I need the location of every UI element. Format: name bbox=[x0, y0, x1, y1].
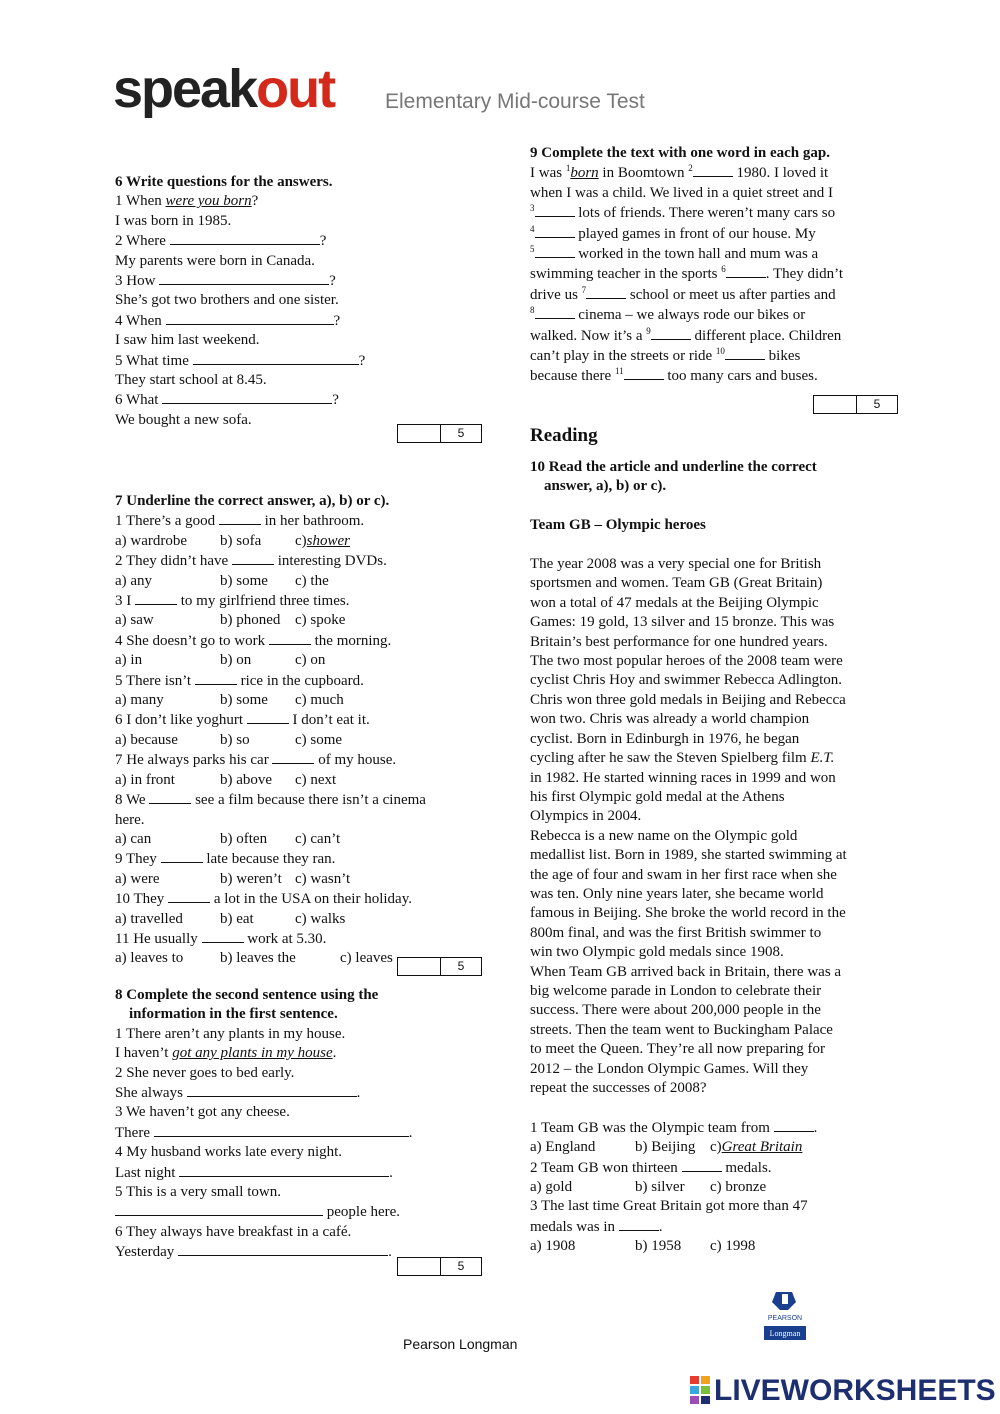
gap-input[interactable] bbox=[586, 285, 626, 299]
score-input[interactable] bbox=[814, 396, 857, 413]
section-10-heading: 10 Read the article and underline the correct bbox=[530, 459, 817, 475]
list-item: 8 We see a film because there isn’t a cinema bbox=[115, 792, 426, 809]
article-title: Team GB – Olympic heroes bbox=[530, 517, 706, 534]
list-item: 4 She doesn’t go to work the morning. bbox=[115, 632, 392, 649]
answer-text: She’s got two brothers and one sister. bbox=[115, 292, 339, 309]
answer-blank[interactable] bbox=[166, 311, 334, 325]
answer-text: We bought a new sofa. bbox=[115, 411, 252, 428]
question-6: 6 What ? bbox=[115, 392, 339, 409]
section-10: 10 Read the article and underline the correct answer, a), b) or c). Team GB – Olympic heroes The year 2008 was a very special one for British sportsmen and women. Team GB (Great Britain) won a total of 47 medals at the Beijing Olympic Games: 19 gold, 13 silver and 15 bronze. This was Britain’s best performance for one hundred years. The two most popular heroes of the 2008 team were cyclist Chris Hoy and swimmer Rebecca Adlington. Chris won three gold medals in Beijing and Rebecca won two. Chris was already a world champion cyclist. Born in Edinburgh in 1976, he began cycling after he saw the Steven Spielberg film E.T. in 1982. He started winning races in 1999 and won his first Olympic gold medal at the Athens Olympics in 2004. Rebecca is a new name on the Olympic gold medallist list. Born in 1989, she started swimming at the age of four and swam in her first race when she was ten. Only nine years later, she became world famous in Beijing. She broke the world record in the 800m final, and was the first British swimmer to win two Olympic gold medals since 1908. When Team GB arrived back in Britain, there was a big welcome parade in London to celebrate their success. There were about 200,000 people in the streets. Then the team went to Buckingham Palace to meet the Queen. They’re all now preparing for 2012 – the London Olympic Games. Will they repeat the successes of 2008? 1 Team GB was the Olympic team from . a) England b) Beijing c) Great Britain 2 Team GB won thirteen medals. a) gold b) silver c) bronze 3 The last time Great Britain got more than 47 medals was in . a) 1908 b) 1958 c) 1998 bbox=[530, 458, 895, 1257]
options: a) leaves to b) leaves the c) leaves bbox=[115, 950, 393, 967]
answer-text: My parents were born in Canada. bbox=[115, 252, 315, 269]
list-item: 10 They a lot in the USA on their holiday. bbox=[115, 891, 412, 908]
answer-blank[interactable] bbox=[115, 1202, 323, 1216]
answer-blank[interactable] bbox=[159, 271, 329, 285]
options: a) in b) on c) on bbox=[115, 652, 326, 669]
options: a) any b) some c) the bbox=[115, 572, 329, 589]
pearson-logo: PEARSON Longman bbox=[762, 1288, 808, 1342]
score-input[interactable] bbox=[398, 1258, 441, 1275]
options: a) gold b) silver c) bronze bbox=[530, 1179, 767, 1196]
answer-example[interactable]: Great Britain bbox=[721, 1139, 803, 1156]
options: a) 1908 b) 1958 c) 1998 bbox=[530, 1238, 756, 1255]
section-7-heading: 7 Underline the correct answer, a), b) or c). bbox=[115, 493, 390, 509]
section-9: 9 Complete the text with one word in each gap. I was $^1$born in Boomtown $^2$ 1980. I loved it when I was a child. We lived in a quiet street and I $^3$ lots of friends. There weren’t many cars so $^4$ played games in front of our house. My $^5$ worked in the town hall and mum was a swimming teacher in the sports $^6$ . They didn’t drive us $^7$ school or meet us after parties and $^8$ cinema – we always rode our bikes or walked. Now it’s a $^9$ different place. Children can’t play in the streets or ride $^{10}$ bikes because there $^{11}$ too many cars and buses. bbox=[530, 144, 895, 387]
gap-input[interactable] bbox=[535, 305, 575, 319]
page-subtitle: Elementary Mid-course Test bbox=[385, 90, 645, 113]
options: a) England b) Beijing c) Great Britain bbox=[530, 1138, 895, 1157]
score-box: 5 bbox=[813, 395, 898, 414]
question-2: 2 Where ? bbox=[115, 233, 327, 250]
answer-blank[interactable] bbox=[154, 1123, 409, 1137]
footer-publisher: Pearson Longman bbox=[403, 1336, 518, 1352]
options: a) wardrobe b) sofa c) shower bbox=[115, 532, 485, 551]
score-box: 5 bbox=[397, 1257, 482, 1276]
answer-blank[interactable] bbox=[179, 1163, 389, 1177]
question-5: 5 What time ? bbox=[115, 352, 366, 369]
list-item: 5 There isn’t rice in the cupboard. bbox=[115, 672, 364, 689]
list-item: 3 The last time Great Britain got more than 47 bbox=[530, 1198, 808, 1215]
answer-blank[interactable] bbox=[193, 351, 359, 365]
answer-text: I was born in 1985. bbox=[115, 212, 232, 229]
score-box: 5 bbox=[397, 957, 482, 976]
answer-example: got any plants in my house bbox=[172, 1045, 333, 1062]
section-7: 7 Underline the correct answer, a), b) or c). 1 There’s a good in her bathroom. a) wardrobe b) sofa c) shower 2 They didn’t have interesting DVDs. a) any b) some c) the 3 I to my girlfriend three times. a) saw b) phoned c) spoke 4 She doesn’t go to work the morning. a) in b) on c) on 5 There isn’t rice in the cupboard. a) many b) some c) much 6 I don’t like yoghurt I don’t eat it. a) because b) so c) some 7 He always parks his car of my house. a) in front b) above c) next 8 We see a film because there isn’t a cinema here. a) can b) often c) can’t 9 They late because they ran. a) were b) weren’t c) wasn’t 10 They a lot in the USA on their holiday. a) travelled b) eat c) walks 11 He usually work at 5.30. a) leaves to b) leaves the c) leaves bbox=[115, 492, 485, 969]
options: a) many b) some c) much bbox=[115, 692, 344, 709]
options: a) were b) weren’t c) wasn’t bbox=[115, 870, 351, 887]
list-item: 1 There’s a good in her bathroom. bbox=[115, 513, 365, 530]
gap-input[interactable] bbox=[725, 346, 765, 360]
list-item: 7 He always parks his car of my house. bbox=[115, 752, 397, 769]
list-item: 1 Team GB was the Olympic team from . bbox=[530, 1119, 818, 1136]
answer-blank[interactable] bbox=[162, 390, 332, 404]
answer-blank[interactable] bbox=[178, 1242, 388, 1256]
list-item: 9 They late because they ran. bbox=[115, 851, 336, 868]
options: a) can b) often c) can’t bbox=[115, 830, 341, 847]
list-item: 2 Team GB won thirteen medals. bbox=[530, 1159, 772, 1176]
options: a) travelled b) eat c) walks bbox=[115, 910, 346, 927]
list-item: 11 He usually work at 5.30. bbox=[115, 930, 327, 947]
answer-blank[interactable] bbox=[187, 1083, 357, 1097]
answer-example: born bbox=[570, 165, 599, 182]
gap-input[interactable] bbox=[624, 366, 664, 380]
liveworksheets-logo: LIVEWORKSHEETS bbox=[690, 1374, 996, 1408]
question-1: 1 When were you born? bbox=[115, 193, 259, 210]
list-item: 6 I don’t like yoghurt I don’t eat it. bbox=[115, 712, 370, 729]
answer-example[interactable]: shower bbox=[306, 532, 350, 549]
question-3: 3 How ? bbox=[115, 273, 336, 290]
answer-text: I saw him last weekend. bbox=[115, 332, 260, 349]
score-box: 5 bbox=[397, 424, 482, 443]
gap-input[interactable] bbox=[535, 244, 575, 258]
section-8-heading: 8 Complete the second sentence using the bbox=[115, 987, 379, 1003]
list-item: 2 They didn’t have interesting DVDs. bbox=[115, 553, 387, 570]
liveworksheets-icon bbox=[690, 1376, 710, 1404]
reading-heading: Reading bbox=[530, 425, 598, 446]
gap-input[interactable] bbox=[693, 163, 733, 177]
answer-example: were you born bbox=[165, 193, 252, 210]
speakout-logo: speakout bbox=[113, 59, 335, 119]
list-item: 3 I to my girlfriend three times. bbox=[115, 593, 350, 610]
gap-input[interactable] bbox=[535, 224, 575, 238]
gap-input[interactable] bbox=[651, 326, 691, 340]
gap-input[interactable] bbox=[726, 264, 766, 278]
question-4: 4 When ? bbox=[115, 312, 341, 329]
options: a) because b) so c) some bbox=[115, 731, 343, 748]
answer-text: They start school at 8.45. bbox=[115, 372, 267, 389]
options: a) in front b) above c) next bbox=[115, 771, 337, 788]
section-6-heading: 6 Write questions for the answers. bbox=[115, 174, 333, 190]
answer-blank[interactable] bbox=[170, 231, 320, 245]
section-9-heading: 9 Complete the text with one word in each gap. bbox=[530, 145, 830, 161]
score-input[interactable] bbox=[398, 958, 441, 975]
score-input[interactable] bbox=[398, 425, 441, 442]
options: a) saw b) phoned c) spoke bbox=[115, 612, 346, 629]
gap-input[interactable] bbox=[535, 203, 575, 217]
article-body: The year 2008 was a very special one for British sportsmen and women. Team GB (Great Britain) won a total of 47 medals at the Beijing Olympic Games: 19 gold, 13 silver and 15 bronze. This was Britain’s best performance for one hundred years. The two most popular heroes of the 2008 team were cyclist Chris Hoy and swimmer Rebecca Adlington. Chris won three gold medals in Beijing and Rebecca won two. Chris was already a world champion cyclist. Born in Edinburgh in 1976, he began cycling after he saw the Steven Spielberg film E.T. in 1982. He started winning races in 1999 and won his first Olympic gold medal at the Athens Olympics in 2004. Rebecca is a new name on the Olympic gold medallist list. Born in 1989, she started swimming at the age of four and swam in her first race when she was ten. Only nine years later, she became world famous in Beijing. She broke the world record in the 800m final, and was the first British swimmer to win two Olympic gold medals since 1908. When Team GB arrived back in Britain, there was a big welcome parade in London to celebrate their success. There were about 200,000 people in the streets. Then the team went to Buckingham Palace to meet the Queen. They’re all now preparing for 2012 – the London Olympic Games. Will they repeat the successes of 2008? bbox=[530, 556, 847, 1096]
section-8: 8 Complete the second sentence using the information in the first sentence. 1 There aren’t any plants in my house. I haven’t got any plants in my house. 2 She never goes to bed early. She always . 3 We haven’t got any cheese. There . 4 My husband works late every night. Last night . 5 This is a very small town. people here. 6 They always have breakfast in a café. Yesterday . bbox=[115, 986, 485, 1263]
section-6 bbox=[115, 173, 485, 430]
